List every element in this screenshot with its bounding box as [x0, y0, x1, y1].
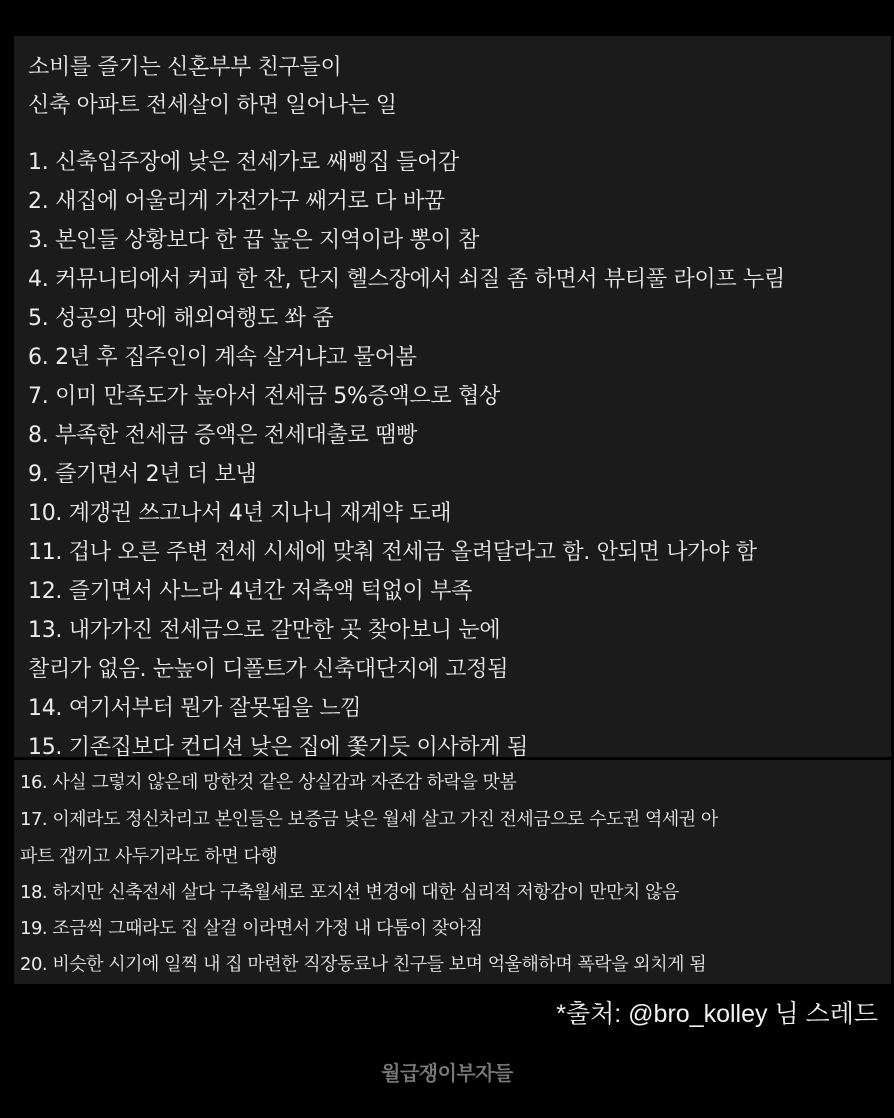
list-item: 2. 새집에 어울리게 가전가구 쌔거로 다 바꿈	[28, 189, 445, 214]
post-title-line-1: 소비를 즐기는 신혼부부 친구들이	[28, 55, 342, 80]
list-item: 19. 조금씩 그때라도 집 살걸 이라면서 가정 내 다툼이 잦아짐	[20, 918, 483, 939]
list-item: 13. 내가가진 전세금으로 갈만한 곳 찾아보니 눈에	[28, 618, 501, 643]
list-item: 7. 이미 만족도가 높아서 전세금 5%증액으로 협상	[28, 384, 500, 409]
list-item: 17. 이제라도 정신차리고 본인들은 보증금 낮은 월세 살고 가진 전세금으로 수도권 역세권 아	[20, 809, 718, 830]
source-credit: *출처: @bro_kolley 님 스레드	[556, 1000, 878, 1028]
post-title-line-2: 신축 아파트 전세살이 하면 일어나는 일	[28, 93, 397, 118]
list-item-continuation: 파트 갭끼고 사두기라도 하면 다행	[20, 846, 278, 867]
list-item: 14. 여기서부터 뭔가 잘못됨을 느낌	[28, 696, 362, 721]
list-item: 3. 본인들 상황보다 한 끕 높은 지역이라 뽕이 참	[28, 228, 480, 253]
list-item: 6. 2년 후 집주인이 계속 살거냐고 물어봄	[28, 345, 417, 370]
list-item-continuation: 찰리가 없음. 눈높이 디폴트가 신축대단지에 고정됨	[28, 657, 509, 682]
watermark-logo: 월급쟁이부자들	[381, 1061, 513, 1085]
list-item: 12. 즐기면서 사느라 4년간 저축액 턱없이 부족	[28, 579, 473, 604]
list-item: 4. 커뮤니티에서 커피 한 잔, 단지 헬스장에서 쇠질 좀 하면서 뷰티풀 라이프 누림	[28, 267, 785, 292]
list-item: 8. 부족한 전세금 증액은 전세대출로 땜빵	[28, 423, 418, 448]
list-item: 10. 계갱권 쓰고나서 4년 지나니 재계약 도래	[28, 501, 452, 526]
list-item: 9. 즐기면서 2년 더 보냄	[28, 462, 257, 487]
list-item: 18. 하지만 신축전세 살다 구축월세로 포지션 변경에 대한 심리적 저항감이 만만치 않음	[20, 882, 679, 903]
list-item: 20. 비슷한 시기에 일찍 내 집 마련한 직장동료나 친구들 보며 억울해하며 폭락을 외치게 됨	[20, 954, 707, 975]
list-item: 15. 기존집보다 컨디션 낮은 집에 쫓기듯 이사하게 됨	[28, 735, 528, 760]
list-item: 11. 겁나 오른 주변 전세 시세에 맞춰 전세금 올려달라고 함. 안되면 나가야 함	[28, 540, 757, 565]
list-item: 1. 신축입주장에 낮은 전세가로 쌔삥집 들어감	[28, 150, 459, 175]
list-item: 5. 성공의 맛에 해외여행도 쏴 줌	[28, 306, 334, 331]
list-item: 16. 사실 그렇지 않은데 망한것 같은 상실감과 자존감 하락을 맛봄	[20, 772, 517, 793]
